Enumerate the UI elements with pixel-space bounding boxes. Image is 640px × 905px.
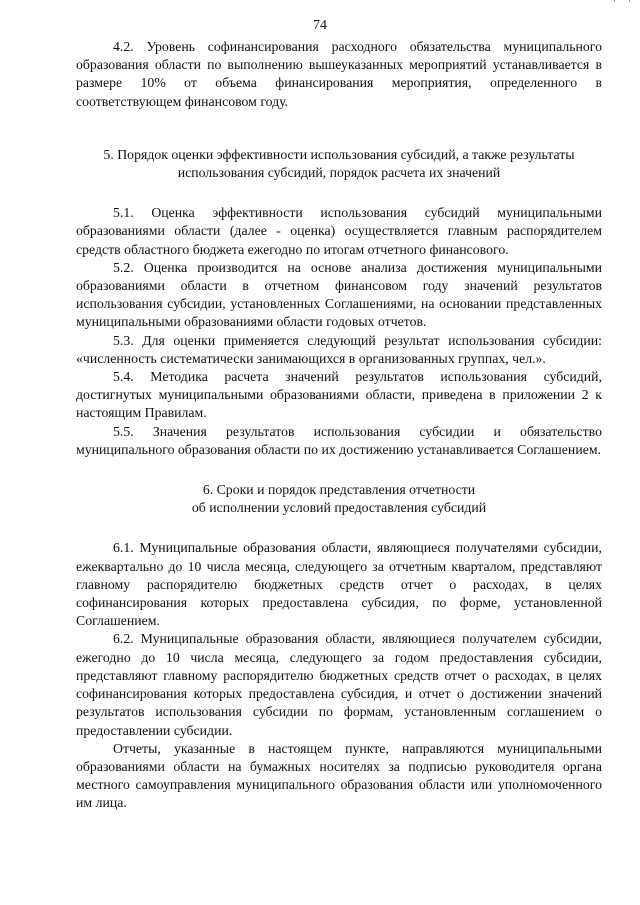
paragraph-5-1: 5.1. Оценка эффективности использования субсидий муниципальными образованиями области (далее - оценка) осуществляется главным распорядителем средств областного бюджета ежегодно по итогам отчетного финансового. xyxy=(76,205,602,257)
paragraph-5-3: 5.3. Для оценки применяется следующий результат использования субсидии: «численность систематически занимающихся в организованных группах, чел.». xyxy=(76,332,602,366)
spacer xyxy=(76,111,602,146)
spacer xyxy=(76,517,602,539)
spacer xyxy=(76,459,602,481)
paragraph-reports: Отчеты, указанные в настоящем пункте, направляются муниципальными образованиями области на бумажных носителях за подписью руководителя органа местного самоуправления муниципального образования области или уполномоченного им лица. xyxy=(76,740,602,811)
paragraph-6-1: 6.1. Муниципальные образования области, являющиеся получателями субсидии, ежеквартально до 10 числа месяца, следующего за отчетным кварталом, представляют главному распорядителю бюджетных средств отчет о расходах, в целях софинансирования которых предоставлена субсидия, по форме, установленной Соглашением. xyxy=(76,540,602,629)
paragraph-5-4: 5.4. Методика расчета значений результатов использования субсидий, достигнутых муниципальными образованиями области, приведена в приложении 2 к настоящим Правилам. xyxy=(76,369,602,421)
section-6-heading-line-1: 6. Сроки и порядок представления отчетности xyxy=(202,482,476,498)
page-content xyxy=(76,38,602,813)
paragraph-4-2: 4.2. Уровень софинансирования расходного обязательства муниципального образования области по выполнению вышеуказанных мероприятий устанавливается в размере 10% от объема финансирования мероприятия, определенного в соответствующем финансовом году. xyxy=(76,39,602,109)
section-6-heading-line-2: об исполнении условий предоставления субсидий xyxy=(191,500,487,516)
section-5-heading-line-2: использования субсидий, порядок расчета их значений xyxy=(177,165,501,181)
page-number: 74 xyxy=(313,18,327,33)
section-6-heading xyxy=(76,481,602,517)
scan-corner-mark xyxy=(614,0,630,2)
paragraph-5-2: 5.2. Оценка производится на основе анализа достижения муниципальными образованиями области в отчетном финансовом году значений результатов использования субсидии, установленных Соглашениями, на основании представленных муниципальными образованиями области годовых отчетов. xyxy=(76,259,602,330)
paragraph-6-2: 6.2. Муниципальные образования области, являющиеся получателем субсидии, ежегодно до 10 числа месяца, следующего за годом предоставления субсидии, представляют главному распорядителю бюджетных средств отчет о расходах, в целях софинансирования которых предоставлена субсидия, и отчет о достижении значений результатов использования субсидии по формам, установленным соглашением о предоставлении субсидии. xyxy=(76,631,602,738)
section-5-heading-line-1: 5. Порядок оценки эффективности использования субсидий, а также результаты xyxy=(103,146,575,162)
section-5-heading xyxy=(76,146,602,182)
paragraph-5-5: 5.5. Значения результатов использования субсидии и обязательство муниципального образования области по их достижению устанавливается Соглашением. xyxy=(76,423,602,457)
spacer xyxy=(76,182,602,204)
